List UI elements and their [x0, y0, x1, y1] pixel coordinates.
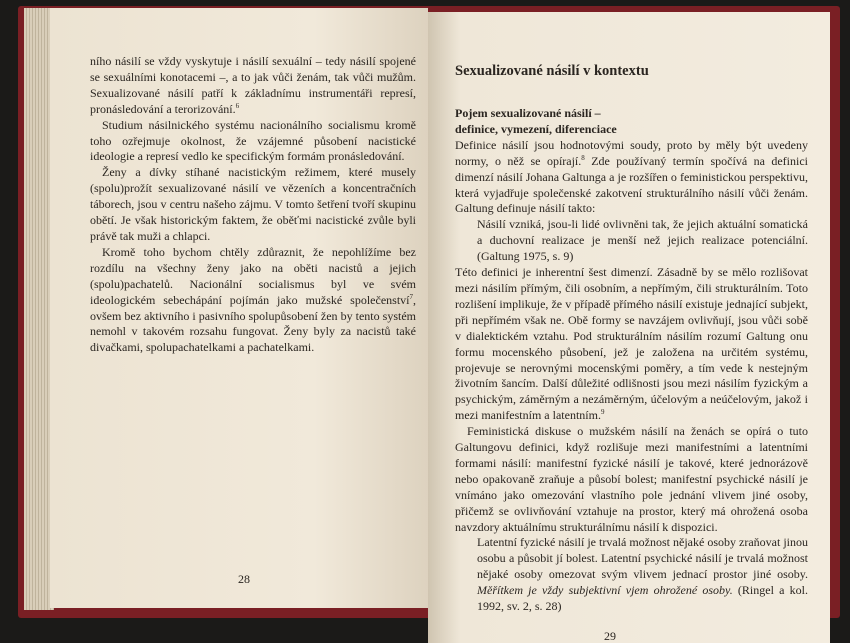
- paragraph: [90, 245, 416, 356]
- left-page: [50, 8, 428, 608]
- chapter-heading: Sexualizované násilí v kontextu: [455, 63, 649, 79]
- paragraph-text: Této definici je inherentní šest dimenzí. Zásadně by se mělo rozlišovat mezi násilím přímým, čili osobním, a nepřímým, čili strukturálním. Toto rozlišení implikuje, že v případě přímého násilí existuje jednající subjekt, při nepřímém však ne. Obě formy se navzájem ovlivňují, jsou vůči sobě v dialektickém vztahu. Pod strukturálním násilím rozumí Galtung onu formu mocenského působení, jež je založena na určitém systému, projevuje se nerovnými mocenskými poměry, a tím vede k nestejným životním šancím. Další důležité odlišnosti jsou mezi násilím fyzickým a psychickým, záměrným a nezáměrným, účelovým a neúčelovým, jakož i mezi manifestním a latentním.: [455, 265, 808, 423]
- paragraph-text: ního násilí se vždy vyskytuje i násilí sexuální – tedy násilí spojené se sexuálními konotacemi –, a to jak vůči ženám, tak vůči mužům. Sexualizované násilí patří k základnímu instrumentáři represí, pronásledování a terorizování.: [90, 54, 416, 116]
- section-heading-line: Pojem sexualizované násilí –: [455, 106, 601, 120]
- paragraph-text: , ovšem bez aktivního i pasivního spolupůsobení žen by tento systém nemohl v takovém rozsahu fungovat. Ženy byly za nacistů také divačkami, spolupachatelkami a pachatelkami.: [90, 292, 416, 355]
- page-number: 28: [238, 572, 250, 587]
- quote-italic: Měřítkem je vždy subjektivní vjem ohrožené osoby.: [477, 583, 733, 598]
- paragraph-text: Zde používaný termín spočívá na definici dimenzí násilí Johana Galtunga a je rozšířen o feministickou perspektivu, která vyjadřuje společenské zakotvení strukturálního násilí vůči ženám. Galtung definuje násilí takto:: [455, 153, 808, 216]
- quote-text: Latentní fyzické násilí je trvalá možnost nějaké osoby zraňovat jinou osobu a působit jí bolest. Latentní psychické násilí je trvalá možnost nějaké osoby omezovat svým vlivem jednací prostor jiné osoby.: [477, 535, 808, 582]
- paragraph: [455, 265, 808, 424]
- paragraph: [455, 138, 808, 218]
- paragraph: [90, 54, 416, 118]
- right-page: [428, 12, 830, 643]
- section-heading-line: definice, vymezení, diferenciace: [455, 121, 617, 136]
- paragraph: Feministická diskuse o mužském násilí na ženách se opírá o tuto Galtungovu definici, když rozlišuje mezi manifestními a latentními formami násilí: manifestní fyzické násilí je takové, které jednorázově nebo opakovaně zraňuje a působí bolest; manifestní psychické násilí je vnímáno jako omezování vlastního pole jednání vlivem jiné osoby, přičemž se ovlivňování vztahuje na prostor, který má ohrožená osoba navzdory aktuálnímu strukturálnímu násilí k dispozici.: [455, 424, 808, 534]
- footnote-ref: 9: [600, 408, 605, 417]
- paragraph-text: Definice násilí jsou hodnotovými soudy, proto by měly být uvedeny normy, o něž se opírají.: [455, 137, 808, 168]
- footnote-ref: 7: [409, 292, 413, 301]
- footnote-ref: 6: [235, 101, 240, 110]
- quote-citation: (Ringel a kol. 1992, sv. 2, s. 28): [477, 583, 808, 614]
- block-quote: Násilí vzniká, jsou-li lidé ovlivněni tak, že jejich aktuální somatická a duchovní realizace je menší než jejich realizace potenciální. (Galtung 1975, s. 9): [477, 217, 808, 264]
- block-quote: [455, 535, 808, 615]
- paragraph: Studium násilnického systému nacionálního socialismu kromě toho ozřejmuje okolnost, že vzájemné působení nacistické ideologie a represí vedlo ke specifickým formám pronásledování.: [90, 117, 416, 164]
- paragraph-text: Kromě toho bychom chtěly zdůraznit, že nepohlížíme bez rozdílu na všechny ženy jako na oběti nacistů a jejich (spolu)pachatelů. Nacionální socialismus byl ve svém ideologickém sebechápání pojímán jako mužské společenství: [90, 244, 416, 307]
- right-page-body: [455, 106, 808, 615]
- paragraph: Ženy a dívky stíhané nacistickým režimem, které musely (spolu)prožít sexualizované násilí ve vězeních a koncentračních táborech, jsou v centru našeho zájmu. V tomto šetření tvoří skupinu obětí. Je však historickým faktem, že oběťmi nacistické zvůle byli právě tak muži a chlapci.: [90, 165, 416, 243]
- page-number: 29: [604, 629, 616, 643]
- left-page-body: [90, 54, 416, 356]
- section-heading: [455, 106, 808, 138]
- footnote-ref: 8: [581, 153, 585, 162]
